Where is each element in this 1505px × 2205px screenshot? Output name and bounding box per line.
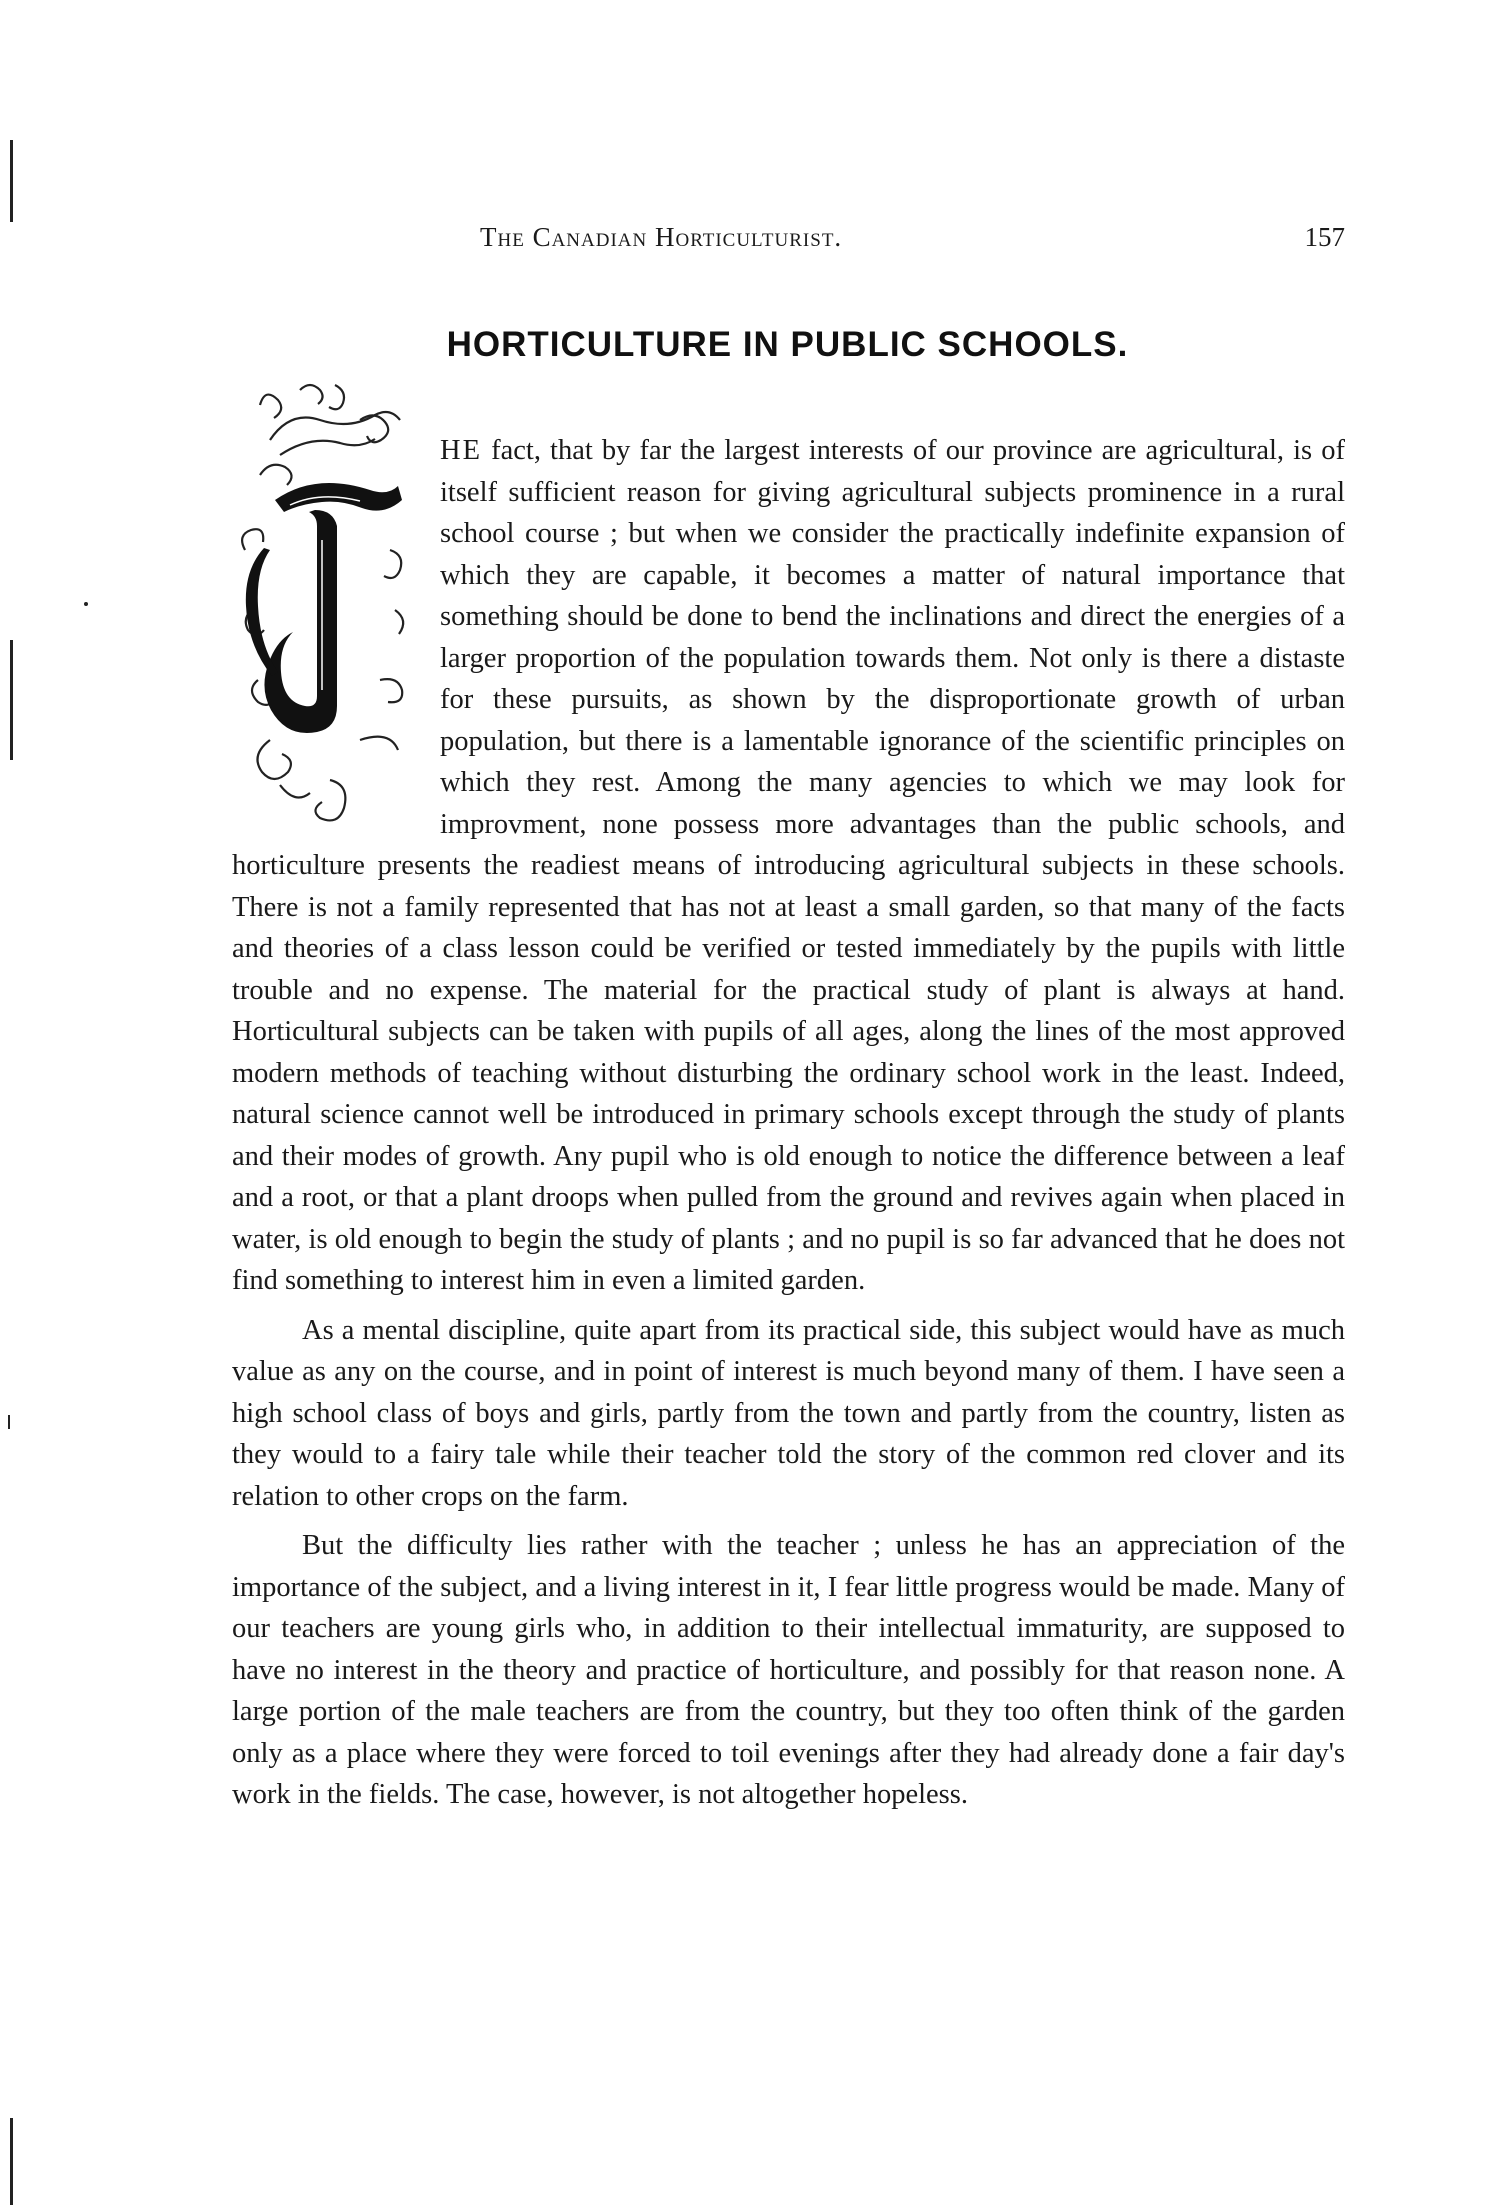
article-title: HORTICULTURE IN PUBLIC SCHOOLS.	[446, 325, 1129, 364]
drop-cap-lead-letters: HE	[440, 435, 482, 466]
paragraph-1-text: fact, that by far the largest interests of our province are agricultural, is of itself sufficient reason for giving agricultural subjects prominence in a rural school course ; but when we consider the practically indefinite expansion of which they are capable, it becomes a matter of natural importance that something should be done to bend the inclinations and direct the energies of a larger proportion of the population towards them. Not only is there a distaste for these pursuits, as shown by the disproportionate growth of urban population, but there is a lamentable ignorance of the scientific principles on which they rest. Among the many agencies to which we may look for improvment, none possess more advantages than the public schools, and horticulture presents the readiest means of introducing agricultural subjects in these schools. There is not a family represented that has not at least a small garden, so that many of the facts and theories of a class lesson could be verified or tested immediately by the pupils with little trouble and no expense. The material for the practical study of plant is always at hand. Horticultural subjects can be taken with pupils of all ages, along the lines of the most approved modern methods of teaching without disturbing the ordinary school work in the least. Indeed, natural science cannot well be introduced in primary schools except through the study of plants and their modes of growth. Any pupil who is old enough to notice the difference between a leaf and a root, or that a plant droops when pulled from the ground and revives again when placed in water, is old enough to begin the study of plants ; and no pupil is so far advanced that he does not find something to interest him in even a limited garden.	[232, 435, 1345, 1296]
drop-cap-space	[232, 430, 440, 840]
scan-edge-mark	[10, 140, 13, 222]
scan-edge-mark	[10, 2118, 13, 2205]
running-head	[230, 222, 1345, 262]
paragraph-2: As a mental discipline, quite apart from its practical side, this subject would have as much value as any on the course, and in point of interest is much beyond many of them. I have seen a high school class of boys and girls, partly from the town and partly from the country, listen as they would to a fairy tale while their teacher told the story of the common red clover and its relation to other crops on the farm.	[232, 1314, 1345, 1512]
running-head-title: The Canadian Horticulturist.	[480, 222, 843, 252]
paragraph-1	[232, 430, 1345, 1302]
scan-edge-mark	[10, 640, 13, 760]
scan-edge-mark	[84, 602, 88, 606]
scan-edge-mark	[8, 1415, 10, 1429]
paragraph-3: But the difficulty lies rather with the teacher ; unless he has an appreciation of the importance of the subject, and a living interest in it, I fear little progress would be made. Many of our teachers are young girls who, in addition to their intellectual immaturity, are supposed to have no interest in the theory and practice of horticulture, and possibly for that reason none. A large portion of the male teachers are from the country, but they too often think of the garden only as a place where they were forced to toil evenings after they had already done a fair day's work in the fields. The case, however, is not altogether hopeless.	[232, 1530, 1345, 1810]
article-body	[232, 430, 1345, 1816]
page-number: 157	[1304, 222, 1345, 252]
